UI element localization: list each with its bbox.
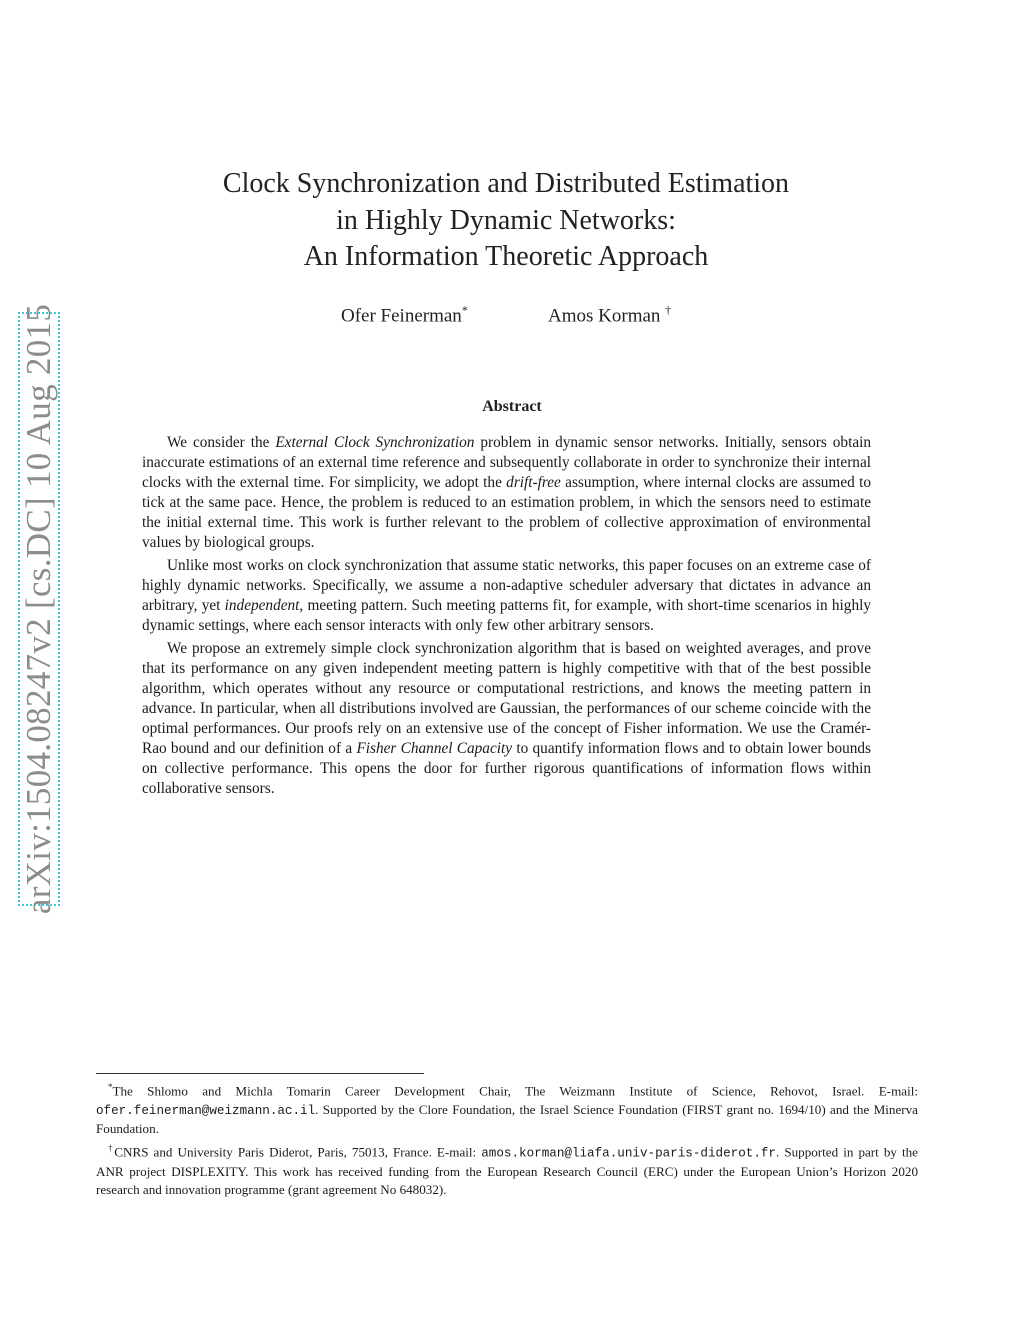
text-run: We propose an extremely simple clock synchronization algorithm that is based on weighted averages, and prove that its performance on any given independent meeting pattern is highly competitive with that of the best possible algorithm, which operates without any resource or computational restrictions, and knows the meeting pattern in advance. In particular, when all distributions involved are Gaussian, the performances of our scheme coincide with the optimal performances. Our proofs rely on an extensive use of the concept of Fisher information. We use the Cramér-Rao bound and our definition of a	[142, 640, 871, 757]
author-footnote-mark: *	[461, 303, 468, 317]
footnote-2	[96, 1139, 918, 1200]
author-name: Amos Korman	[548, 305, 666, 327]
title-line-2: in Highly Dynamic Networks:	[336, 204, 676, 236]
title-line-3: An Information Theoretic Approach	[303, 241, 709, 272]
text-run: to quantify information flows and to obtain lower bounds on collective performance. This opens the door for further rigorous quantifications of information flows within collaborative sensors.	[142, 740, 872, 797]
email-korman: amos.korman@liafa.univ-paris-diderot.fr	[481, 1146, 776, 1161]
footnotes	[96, 1078, 918, 1200]
footnote-mark: †	[108, 1142, 115, 1153]
abstract-paragraph-2	[142, 556, 871, 636]
text-run: Unlike most works on clock synchronization that assume static networks, this paper focuses on an extreme case of highly dynamic networks. Specifically, we assume a non-adaptive scheduler adversary that dictates in advance an arbitrary, yet	[142, 557, 871, 614]
text-run: We consider the	[167, 434, 276, 451]
text-run: . Supported in part by the ANR project DISPLEXITY. This work has received funding from the European Research Council (ERC) under the European Union’s Horizon 2020 research and innovation programme (grant agreement No 648032).	[96, 1144, 918, 1198]
text-run: The Shlomo and Michla Tomarin Career Development Chair, The Weizmann Institute of Science, Rehovot, Israel. E-mail:	[112, 1083, 918, 1099]
abstract-body	[142, 433, 871, 802]
email-feinerman: ofer.feinerman@weizmann.ac.il	[96, 1103, 316, 1118]
emphasis-fisher-channel-capacity: Fisher Channel Capacity	[356, 740, 513, 757]
text-run: , meeting pattern. Such meeting patterns fit, for example, with short-time scenarios in highly dynamic settings, where each sensor interacts with only few other arbitrary sensors.	[142, 597, 871, 634]
author-korman	[548, 303, 671, 327]
footnote-divider	[96, 1073, 424, 1074]
abstract-heading: Abstract	[482, 398, 542, 415]
author-name: Ofer Feinerman	[341, 305, 462, 327]
author-footnote-mark: †	[665, 303, 672, 317]
title-line-1: Clock Synchronization and Distributed Estimation	[222, 168, 790, 199]
text-run: problem in dynamic sensor networks. Initially, sensors obtain inaccurate estimations of an external time reference and subsequently collaborate in order to synchronize their internal clocks with the external time. For simplicity, we adopt the	[142, 434, 872, 491]
emphasis-drift-free: drift-free	[506, 474, 561, 491]
text-run: CNRS and University Paris Diderot, Paris, 75013, France. E-mail:	[114, 1144, 482, 1160]
author-feinerman	[341, 303, 468, 327]
text-run: . Supported by the Clore Foundation, the Israel Science Foundation (FIRST grant no. 1694/10) and the Minerva Foundation.	[96, 1101, 918, 1137]
arxiv-identifier-text: arXiv:1504.08247v2 [cs.DC] 10 Aug 2015	[19, 303, 58, 915]
emphasis-independent: independent	[224, 597, 300, 614]
footnote-1	[96, 1078, 918, 1139]
footnote-mark: *	[108, 1082, 113, 1092]
abstract-paragraph-1	[142, 433, 871, 553]
paper-title	[120, 166, 892, 276]
abstract-paragraph-3	[142, 639, 871, 799]
text-run: assumption, where internal clocks are assumed to tick at the same pace. Hence, the problem is reduced to an estimation problem, in which the sensors need to estimate the initial external time. This work is further relevant to the problem of collective approximation of environmental values by biological groups.	[142, 474, 871, 551]
emphasis-external-clock-sync: External Clock Synchronization	[275, 434, 475, 451]
